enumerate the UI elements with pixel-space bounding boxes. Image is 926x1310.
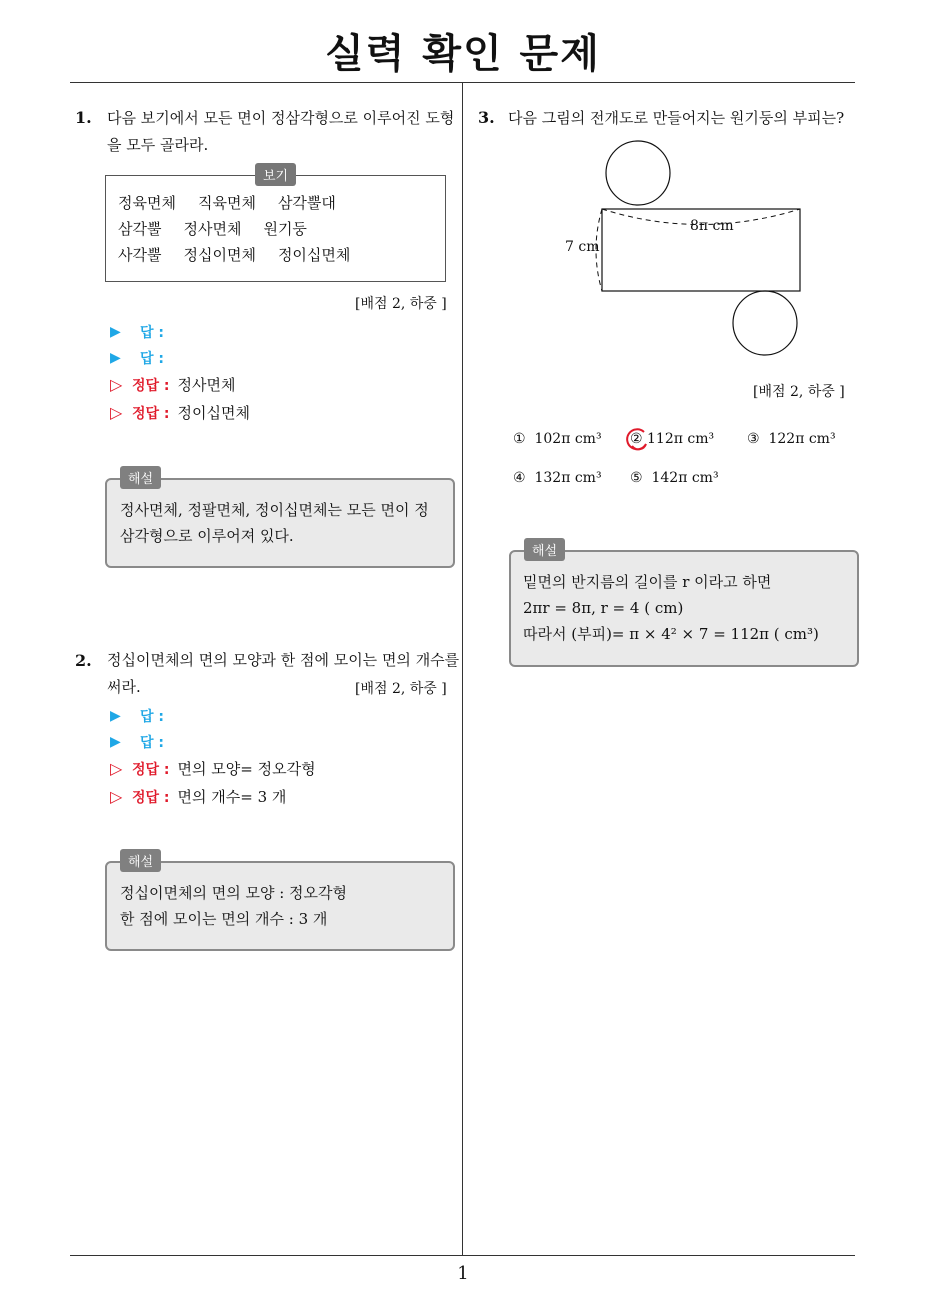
q1-number: 1. bbox=[75, 108, 92, 127]
q1-bogi-row bbox=[118, 192, 358, 213]
q2-text-line2: 써라. bbox=[107, 678, 141, 696]
bogi-item: 정사면체 bbox=[183, 220, 242, 238]
choice-mark: ⑤ bbox=[630, 470, 643, 486]
outline-arrow-icon: ▷ bbox=[110, 403, 123, 422]
choice-value: 132π cm³ bbox=[534, 470, 602, 486]
answer-label: 답 : bbox=[140, 709, 164, 725]
q1-score: [배점 2, 하중 ] bbox=[355, 296, 447, 312]
choice-3[interactable] bbox=[747, 431, 836, 447]
play-arrow-icon: ▶ bbox=[110, 324, 121, 340]
bogi-item: 정육면체 bbox=[118, 194, 176, 212]
q1-correct-answer bbox=[110, 402, 250, 423]
choice-1[interactable] bbox=[513, 431, 602, 447]
q3-explanation-label: 해설 bbox=[524, 538, 565, 561]
play-arrow-icon: ▶ bbox=[110, 708, 121, 724]
choice-2[interactable] bbox=[630, 431, 714, 447]
q1-bogi-label: 보기 bbox=[255, 163, 296, 186]
outline-arrow-icon: ▷ bbox=[110, 375, 123, 394]
correct-label: 정답 : bbox=[132, 761, 170, 778]
q3-score: [배점 2, 하중 ] bbox=[753, 384, 845, 400]
answer-label: 답 : bbox=[140, 735, 164, 751]
q1-explanation-line: 정사면체, 정팔면체, 정이십면체는 모든 면이 정 bbox=[120, 501, 429, 519]
top-base-circle bbox=[606, 141, 670, 205]
correct-value: 정이십면체 bbox=[177, 404, 250, 422]
q2-text-line1: 정십이면체의 면의 모양과 한 점에 모이는 면의 개수를 bbox=[107, 651, 460, 669]
choice-4[interactable] bbox=[513, 470, 602, 486]
q1-text-line2: 을 모두 골라라. bbox=[107, 136, 209, 154]
q1-bogi-row bbox=[118, 218, 329, 239]
bogi-item: 삼각뿔대 bbox=[277, 194, 336, 212]
correct-value: 정사면체 bbox=[177, 376, 236, 394]
bogi-item: 직육면체 bbox=[197, 194, 256, 212]
bogi-item: 사각뿔 bbox=[118, 246, 162, 264]
q2-answer-field[interactable] bbox=[110, 732, 164, 752]
q2-explanation-label: 해설 bbox=[120, 849, 161, 872]
choice-mark: ③ bbox=[747, 431, 760, 447]
selected-circle-icon bbox=[624, 428, 652, 454]
q3-text: 다음 그림의 전개도로 만들어지는 원기둥의 부피는? bbox=[508, 109, 845, 127]
bottom-rule bbox=[70, 1255, 855, 1256]
q2-score: [배점 2, 하중 ] bbox=[355, 681, 447, 697]
q3-explanation-line: 따라서 (부피)= π × 4² × 7 = 112π ( cm³) bbox=[523, 625, 819, 643]
bogi-item: 정이십면체 bbox=[277, 246, 351, 264]
q2-number: 2. bbox=[75, 651, 92, 670]
play-arrow-icon: ▶ bbox=[110, 734, 121, 750]
q1-answer-field[interactable] bbox=[110, 348, 164, 368]
page-number: 1 bbox=[457, 1263, 469, 1284]
bottom-base-circle bbox=[733, 291, 797, 355]
q2-answer-field[interactable] bbox=[110, 706, 164, 726]
q1-bogi-row bbox=[118, 244, 372, 265]
choice-value: 102π cm³ bbox=[534, 431, 602, 447]
choice-value: 122π cm³ bbox=[768, 431, 836, 447]
choice-5[interactable] bbox=[630, 470, 719, 486]
q2-explanation-line: 한 점에 모이는 면의 개수 : 3 개 bbox=[120, 910, 328, 928]
correct-value: 면의 개수= 3 개 bbox=[177, 788, 287, 806]
q1-correct-answer bbox=[110, 374, 236, 395]
q3-number: 3. bbox=[478, 108, 495, 127]
choice-value: 142π cm³ bbox=[651, 470, 719, 486]
choice-value: 112π cm³ bbox=[647, 431, 715, 447]
play-arrow-icon: ▶ bbox=[110, 350, 121, 366]
q3-explanation-line: 2πr = 8π, r = 4 ( cm) bbox=[523, 599, 684, 617]
q1-explanation-line: 삼각형으로 이루어져 있다. bbox=[120, 527, 294, 545]
choice-mark: ④ bbox=[513, 470, 526, 486]
bogi-item: 원기둥 bbox=[263, 220, 307, 238]
page-title: 실력 확인 문제 bbox=[325, 31, 601, 77]
q2-correct-answer bbox=[110, 758, 316, 779]
outline-arrow-icon: ▷ bbox=[110, 759, 123, 778]
q1-answer-field[interactable] bbox=[110, 322, 164, 342]
column-divider bbox=[462, 83, 463, 1256]
bogi-item: 삼각뿔 bbox=[118, 220, 162, 238]
choice-mark: ② bbox=[630, 431, 643, 447]
choice-mark: ① bbox=[513, 431, 526, 447]
correct-value: 면의 모양= 정오각형 bbox=[177, 760, 316, 778]
outline-arrow-icon: ▷ bbox=[110, 787, 123, 806]
q3-explanation-line: 밑면의 반지름의 길이를 r 이라고 하면 bbox=[523, 573, 772, 591]
q1-text-line1: 다음 보기에서 모든 면이 정삼각형으로 이루어진 도형 bbox=[107, 109, 455, 127]
fig-height-label: 7 cm bbox=[565, 239, 600, 255]
bogi-item: 정십이면체 bbox=[183, 246, 256, 264]
q2-explanation-line: 정십이면체의 면의 모양 : 정오각형 bbox=[120, 884, 347, 902]
correct-label: 정답 : bbox=[132, 377, 170, 394]
answer-label: 답 : bbox=[140, 325, 164, 341]
correct-label: 정답 : bbox=[132, 789, 170, 806]
fig-width-label: 8π cm bbox=[690, 218, 734, 234]
q2-correct-answer bbox=[110, 786, 286, 807]
answer-label: 답 : bbox=[140, 351, 164, 367]
correct-label: 정답 : bbox=[132, 405, 170, 422]
q1-explanation-label: 해설 bbox=[120, 466, 161, 489]
